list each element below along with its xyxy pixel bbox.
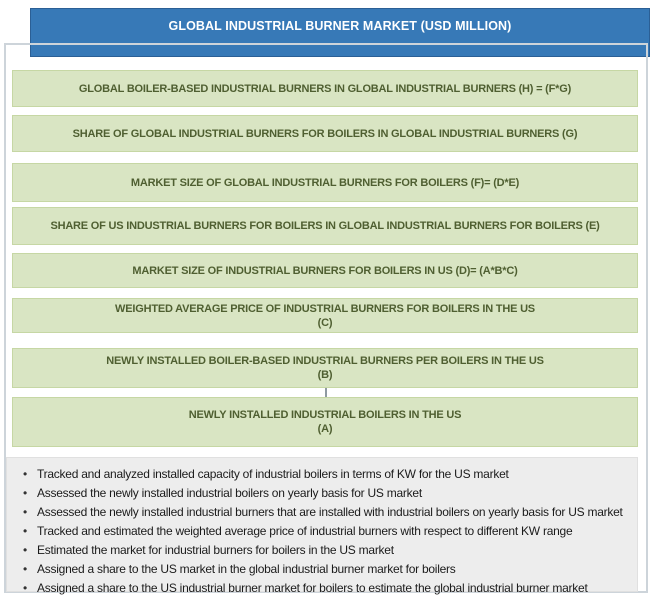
methodology-notes-list [7, 458, 637, 598]
flow-step-label: WEIGHTED AVERAGE PRICE OF INDUSTRIAL BURNERS FOR BOILERS IN THE US [115, 302, 535, 315]
notes-panel [6, 457, 638, 595]
flow-step-h [12, 70, 638, 107]
methodology-note: • Tracked and estimated the weighted average price of industrial burners with respect to different KW range [21, 522, 629, 541]
flow-step-label: NEWLY INSTALLED BOILER-BASED INDUSTRIAL BURNERS PER BOILERS IN THE US [106, 355, 544, 367]
methodology-note: • Assessed the newly installed industrial boilers on yearly basis for US market [21, 484, 629, 503]
flow-step-f [12, 163, 638, 202]
flow-step-label: GLOBAL BOILER-BASED INDUSTRIAL BURNERS IN GLOBAL INDUSTRIAL BURNERS (H) = (F*G) [78, 82, 572, 95]
flow-step-code: (A) [317, 423, 333, 435]
flow-step-e [12, 207, 638, 245]
methodology-note: • Assigned a share to the US industrial burner market for boilers to estimate the global industrial burner market [21, 579, 629, 598]
flow-step-a [12, 397, 638, 447]
flow-step-label: SHARE OF GLOBAL INDUSTRIAL BURNERS FOR BOILERS IN GLOBAL INDUSTRIAL BURNERS (G) [72, 127, 578, 140]
flow-step-label: MARKET SIZE OF GLOBAL INDUSTRIAL BURNERS FOR BOILERS (F)= (D*E) [130, 176, 520, 189]
title-bar [30, 8, 650, 57]
flow-step-c [12, 298, 638, 333]
flow-step-code: (B) [317, 369, 333, 381]
flow-step-label: NEWLY INSTALLED INDUSTRIAL BOILERS IN THE US [188, 409, 462, 421]
methodology-note: • Tracked and analyzed installed capacity of industrial boilers in terms of KW for the US market [21, 465, 629, 484]
flow-step-d [12, 253, 638, 288]
page-title: GLOBAL INDUSTRIAL BURNER MARKET (USD MILLION) [168, 19, 512, 33]
methodology-note: • Assigned a share to the US market in the global industrial burner market for boilers [21, 560, 629, 579]
methodology-note: • Estimated the market for industrial burners for boilers in the US market [21, 541, 629, 560]
flow-step-label: MARKET SIZE OF INDUSTRIAL BURNERS FOR BOILERS IN US (D)= (A*B*C) [132, 264, 518, 277]
flow-step-g [12, 115, 638, 152]
methodology-note: • Assessed the newly installed industrial burners that are installed with industrial boilers on yearly basis for US market [21, 503, 629, 522]
flow-step-code: (C) [317, 316, 333, 329]
flow-step-b [12, 348, 638, 388]
flow-step-label: SHARE OF US INDUSTRIAL BURNERS FOR BOILERS IN GLOBAL INDUSTRIAL BURNERS FOR BOILERS (E) [50, 220, 600, 232]
